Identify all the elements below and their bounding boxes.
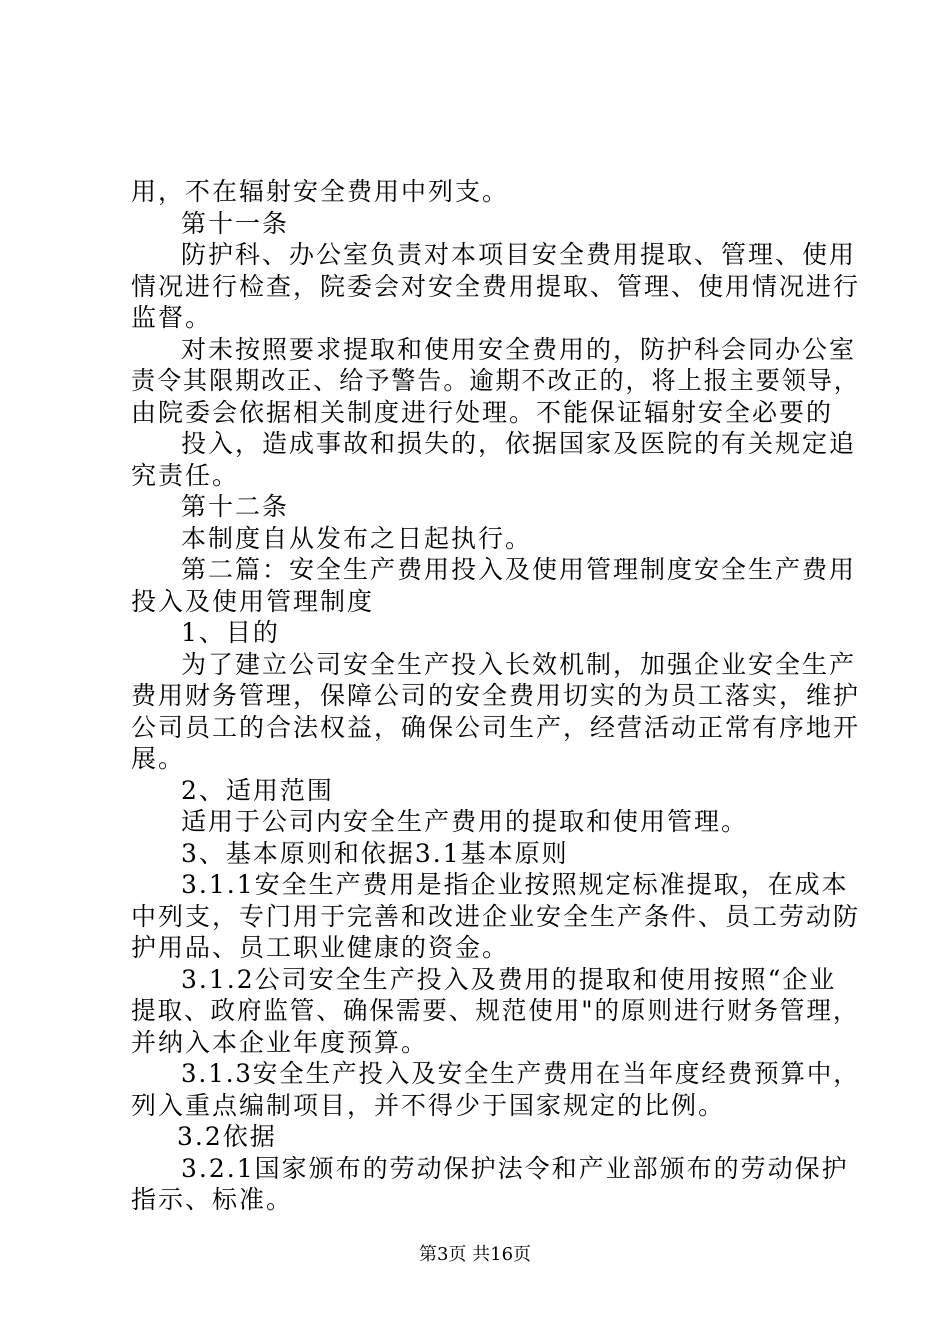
text-line: 责令其限期改正、给予警告。逾期不改正的，将上报主要领导， (131, 366, 860, 395)
text-line: 展。 (131, 744, 186, 773)
text-line: 为了建立公司安全生产投入长效机制，加强企业安全生产 (181, 650, 857, 679)
text-line: 3.1.2公司安全生产投入及费用的提取和使用按照“企业 (181, 965, 837, 994)
text-line: 对未按照要求提取和使用安全费用的，防护科会同办公室 (181, 335, 857, 364)
text-line: 公司员工的合法权益，确保公司生产，经营活动正常有序地开 (131, 713, 861, 742)
text-line: 适用于公司内安全生产费用的提取和使用管理。 (181, 807, 749, 836)
text-line: 列入重点编制项目，并不得少于国家规定的比例。 (131, 1091, 726, 1120)
text-line: 并纳入本企业年度预算。 (131, 1028, 429, 1057)
section-heading: 3.2依据 (177, 1122, 277, 1151)
chapter-heading: 第二篇：安全生产费用投入及使用管理制度安全生产费用 (181, 555, 857, 584)
text-line: 用，不在辐射安全费用中列支。 (131, 177, 510, 206)
text-line: 提取、政府监管、确保需要、规范使用"的原则进行财务管理， (131, 996, 860, 1025)
text-line: 中列支，专门用于完善和改进企业安全生产条件、员工劳动防 (131, 902, 861, 931)
text-line: 3.1.3安全生产投入及安全生产费用在当年度经费预算中， (181, 1059, 860, 1088)
text-line: 监督。 (131, 303, 213, 332)
text-line: 本制度自从发布之日起执行。 (181, 524, 533, 553)
chapter-heading: 投入及使用管理制度 (131, 587, 375, 616)
text-line: 情况进行检查，院委会对安全费用提取、管理、使用情况进行 (131, 272, 861, 301)
text-line: 投入，造成事故和损失的，依据国家及医院的有关规定追 (181, 429, 857, 458)
section-heading: 第十二条 (181, 492, 290, 521)
text-line: 由院委会依据相关制度进行处理。不能保证辐射安全必要的 (131, 398, 834, 427)
section-heading: 3、基本原则和依据3.1基本原则 (181, 839, 569, 868)
text-line: 费用财务管理，保障公司的安全费用切实的为员工落实，维护 (131, 681, 861, 710)
text-line: 指示、标准。 (131, 1185, 294, 1214)
text-line: 护用品、员工职业健康的资金。 (131, 933, 510, 962)
text-line: 究责任。 (131, 461, 240, 490)
section-heading: 2、适用范围 (181, 776, 334, 805)
text-line: 防护科、办公室负责对本项目安全费用提取、管理、使用 (181, 240, 857, 269)
page-footer: 第3页 共16页 (418, 1244, 532, 1265)
text-line: 3.2.1国家颁布的劳动保护法令和产业部颁布的劳动保护 (181, 1154, 849, 1183)
section-heading: 第十一条 (181, 209, 290, 238)
section-heading: 1、目的 (181, 618, 280, 647)
text-line: 3.1.1安全生产费用是指企业按照规定标准提取，在成本 (181, 870, 849, 899)
